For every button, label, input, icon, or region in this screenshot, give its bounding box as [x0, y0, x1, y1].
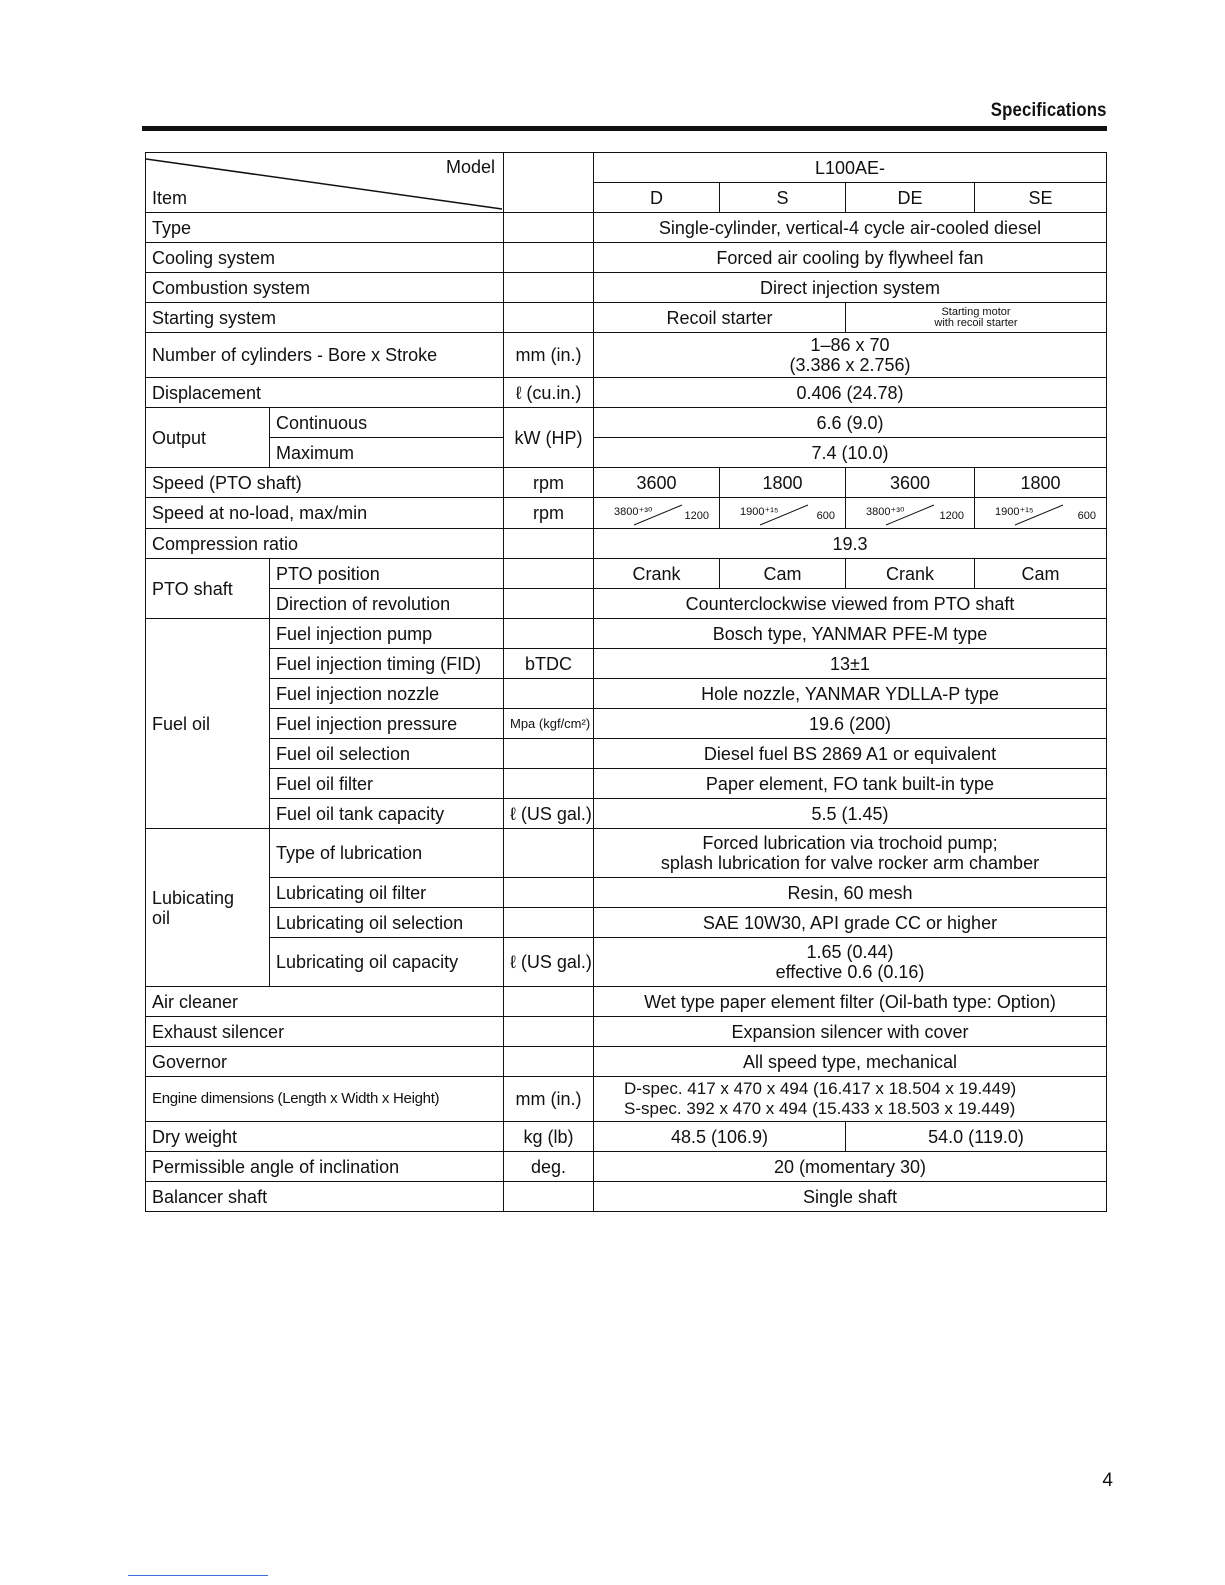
unit-cell	[504, 739, 594, 769]
unit-cell: kg (lb)	[504, 1122, 594, 1152]
starting-motor-line1: Starting motor	[941, 305, 1011, 318]
table-row	[146, 333, 1107, 378]
unit-cell	[504, 273, 594, 303]
table-row	[146, 559, 1107, 589]
value-cell: Bosch type, YANMAR PFE-M type	[594, 619, 1107, 649]
row-label: Cooling system	[146, 243, 504, 273]
unit-cell	[504, 1017, 594, 1047]
value-cell: 48.5 (106.9)	[594, 1122, 846, 1152]
variant-de: DE	[846, 183, 975, 213]
table-row	[146, 468, 1107, 498]
capacity-line1: 1.65 (0.44)	[806, 942, 894, 962]
table-row	[146, 987, 1107, 1017]
table-row	[146, 498, 1107, 529]
table-row	[146, 153, 1107, 183]
unit-cell: mm (in.)	[504, 1077, 594, 1122]
row-group-label: Output	[146, 408, 270, 468]
unit-cell: rpm	[504, 468, 594, 498]
table-row	[146, 908, 1107, 938]
row-label: PTO position	[270, 559, 504, 589]
row-label: Type	[146, 213, 504, 243]
value-cell: 19.6 (200)	[594, 709, 1107, 739]
row-label: Fuel oil tank capacity	[270, 799, 504, 829]
lubricating-label-line2: oil	[152, 907, 171, 928]
table-row	[146, 438, 1107, 468]
value-cell: 54.0 (119.0)	[846, 1122, 1107, 1152]
unit-cell: ℓ (US gal.)	[504, 799, 594, 829]
lubrication-type-line2: splash lubrication for valve rocker arm chamber	[660, 853, 1040, 873]
row-label: Engine dimensions (Length x Width x Height)	[146, 1077, 504, 1122]
value-cell: 3600	[846, 468, 975, 498]
value-cell: All speed type, mechanical	[594, 1047, 1107, 1077]
speed-min: 1200	[939, 510, 964, 522]
value-cell	[846, 303, 1107, 333]
item-label: Item	[152, 188, 188, 208]
variant-se: SE	[975, 183, 1107, 213]
value-cell: Paper element, FO tank built-in type	[594, 769, 1107, 799]
value-cell: 13±1	[594, 649, 1107, 679]
row-label: Air cleaner	[146, 987, 504, 1017]
value-cell: 3600	[594, 468, 720, 498]
unit-cell	[504, 769, 594, 799]
speed-max: 3800⁺³⁰	[866, 506, 905, 518]
row-label: Combustion system	[146, 273, 504, 303]
value-cell: 1800	[720, 468, 846, 498]
value-cell: Single shaft	[594, 1182, 1107, 1212]
row-label: Permissible angle of inclination	[146, 1152, 504, 1182]
value-cell: Recoil starter	[594, 303, 846, 333]
value-cell	[594, 333, 1107, 378]
value-cell: Cam	[975, 559, 1107, 589]
row-group-label: PTO shaft	[146, 559, 270, 619]
value-cell: Single-cylinder, vertical-4 cycle air-cooled diesel	[594, 213, 1107, 243]
table-row	[146, 378, 1107, 408]
unit-cell	[504, 589, 594, 619]
row-label: Fuel injection pressure	[270, 709, 504, 739]
unit-cell	[504, 619, 594, 649]
unit-cell: deg.	[504, 1152, 594, 1182]
unit-cell: mm (in.)	[504, 333, 594, 378]
row-label: Governor	[146, 1047, 504, 1077]
value-cell: Expansion silencer with cover	[594, 1017, 1107, 1047]
table-row	[146, 938, 1107, 987]
unit-cell: kW (HP)	[504, 408, 594, 468]
row-label: Fuel injection pump	[270, 619, 504, 649]
unit-header	[504, 153, 594, 213]
value-cell: 20 (momentary 30)	[594, 1152, 1107, 1182]
row-label: Exhaust silencer	[146, 1017, 504, 1047]
value-cell: Diesel fuel BS 2869 A1 or equivalent	[594, 739, 1107, 769]
unit-cell	[504, 1182, 594, 1212]
row-label: Lubricating oil capacity	[270, 938, 504, 987]
table-row	[146, 273, 1107, 303]
table-row	[146, 213, 1107, 243]
speed-max: 1900⁺¹⁵	[740, 506, 779, 518]
capacity-line2: effective 0.6 (0.16)	[775, 962, 925, 982]
row-label: Balancer shaft	[146, 1182, 504, 1212]
value-cell	[594, 829, 1107, 878]
page-number: 4	[1102, 1470, 1113, 1491]
row-group-label	[146, 829, 270, 987]
row-label: Compression ratio	[146, 529, 504, 559]
table-row	[146, 1182, 1107, 1212]
table-row	[146, 1122, 1107, 1152]
speed-min: 600	[816, 510, 835, 522]
row-label: Type of lubrication	[270, 829, 504, 878]
value-cell	[975, 498, 1107, 529]
bottom-underline	[128, 1575, 268, 1576]
row-label: Speed at no-load, max/min	[146, 498, 504, 529]
row-group-label: Fuel oil	[146, 619, 270, 829]
value-cell	[846, 498, 975, 529]
table-row	[146, 1047, 1107, 1077]
value-cell: Counterclockwise viewed from PTO shaft	[594, 589, 1107, 619]
row-label: Starting system	[146, 303, 504, 333]
value-cell: Crank	[594, 559, 720, 589]
unit-cell	[504, 679, 594, 709]
unit-cell	[504, 908, 594, 938]
unit-cell: bTDC	[504, 649, 594, 679]
table-row	[146, 878, 1107, 908]
table-row	[146, 529, 1107, 559]
value-cell: Hole nozzle, YANMAR YDLLA-P type	[594, 679, 1107, 709]
unit-cell: ℓ (cu.in.)	[504, 378, 594, 408]
speed-min: 1200	[684, 510, 709, 522]
dimensions-line2: S-spec. 392 x 470 x 494 (15.433 x 18.503 x 19.449)	[624, 1099, 1016, 1118]
row-label: Continuous	[270, 408, 504, 438]
unit-cell: rpm	[504, 498, 594, 529]
unit-cell	[504, 1047, 594, 1077]
value-cell: Cam	[720, 559, 846, 589]
row-label: Displacement	[146, 378, 504, 408]
row-label: Speed (PTO shaft)	[146, 468, 504, 498]
unit-cell	[504, 987, 594, 1017]
value-cell	[594, 1077, 1107, 1122]
speed-max: 1900⁺¹⁵	[995, 506, 1034, 518]
speed-max: 3800⁺³⁰	[614, 506, 653, 518]
row-label: Lubricating oil selection	[270, 908, 504, 938]
row-label: Number of cylinders - Bore x Stroke	[146, 333, 504, 378]
speed-min: 600	[1077, 510, 1096, 522]
table-row	[146, 243, 1107, 273]
row-label: Dry weight	[146, 1122, 504, 1152]
table-row	[146, 589, 1107, 619]
table-row	[146, 408, 1107, 438]
value-cell: SAE 10W30, API grade CC or higher	[594, 908, 1107, 938]
table-row	[146, 709, 1107, 739]
variant-s: S	[720, 183, 846, 213]
table-row	[146, 649, 1107, 679]
unit-cell	[504, 213, 594, 243]
value-cell: 0.406 (24.78)	[594, 378, 1107, 408]
table-row	[146, 829, 1107, 878]
model-item-header	[146, 153, 504, 213]
row-label: Fuel oil selection	[270, 739, 504, 769]
value-cell: Forced air cooling by flywheel fan	[594, 243, 1107, 273]
value-cell	[594, 498, 720, 529]
table-row	[146, 1152, 1107, 1182]
page-header-title: Specifications	[991, 100, 1107, 121]
value-cell: Crank	[846, 559, 975, 589]
unit-cell	[504, 529, 594, 559]
model-name: L100AE-	[594, 153, 1107, 183]
unit-cell	[504, 829, 594, 878]
value-cell: 1800	[975, 468, 1107, 498]
cylinders-line2: (3.386 x 2.756)	[789, 355, 911, 375]
table-row	[146, 619, 1107, 649]
unit-cell	[504, 303, 594, 333]
value-cell: 6.6 (9.0)	[594, 408, 1107, 438]
variant-d: D	[594, 183, 720, 213]
unit-cell: Mpa (kgf/cm²)	[504, 709, 594, 739]
header-rule	[142, 126, 1107, 131]
starting-motor-line2: with recoil starter	[934, 316, 1018, 329]
unit-cell	[504, 559, 594, 589]
table-row	[146, 1077, 1107, 1122]
lubricating-label-line1: Lubicating	[152, 887, 235, 908]
specifications-table	[145, 152, 1107, 1212]
unit-cell	[504, 243, 594, 273]
table-row	[146, 769, 1107, 799]
value-cell: Resin, 60 mesh	[594, 878, 1107, 908]
table-row	[146, 739, 1107, 769]
value-cell	[720, 498, 846, 529]
cylinders-line1: 1–86 x 70	[810, 335, 890, 355]
row-label: Maximum	[270, 438, 504, 468]
table-row	[146, 1017, 1107, 1047]
lubrication-type-line1: Forced lubrication via trochoid pump;	[702, 833, 998, 853]
unit-cell: ℓ (US gal.)	[504, 938, 594, 987]
unit-cell	[504, 878, 594, 908]
row-label: Direction of revolution	[270, 589, 504, 619]
table-row	[146, 679, 1107, 709]
row-label: Fuel injection timing (FID)	[270, 649, 504, 679]
value-cell	[594, 938, 1107, 987]
table-row	[146, 303, 1107, 333]
model-label: Model	[445, 157, 495, 177]
row-label: Lubricating oil filter	[270, 878, 504, 908]
value-cell: 7.4 (10.0)	[594, 438, 1107, 468]
dimensions-line1: D-spec. 417 x 470 x 494 (16.417 x 18.504 x 19.449)	[624, 1079, 1017, 1098]
row-label: Fuel injection nozzle	[270, 679, 504, 709]
value-cell: Direct injection system	[594, 273, 1107, 303]
table-row	[146, 799, 1107, 829]
row-label: Fuel oil filter	[270, 769, 504, 799]
value-cell: Wet type paper element filter (Oil-bath type: Option)	[594, 987, 1107, 1017]
value-cell: 19.3	[594, 529, 1107, 559]
value-cell: 5.5 (1.45)	[594, 799, 1107, 829]
